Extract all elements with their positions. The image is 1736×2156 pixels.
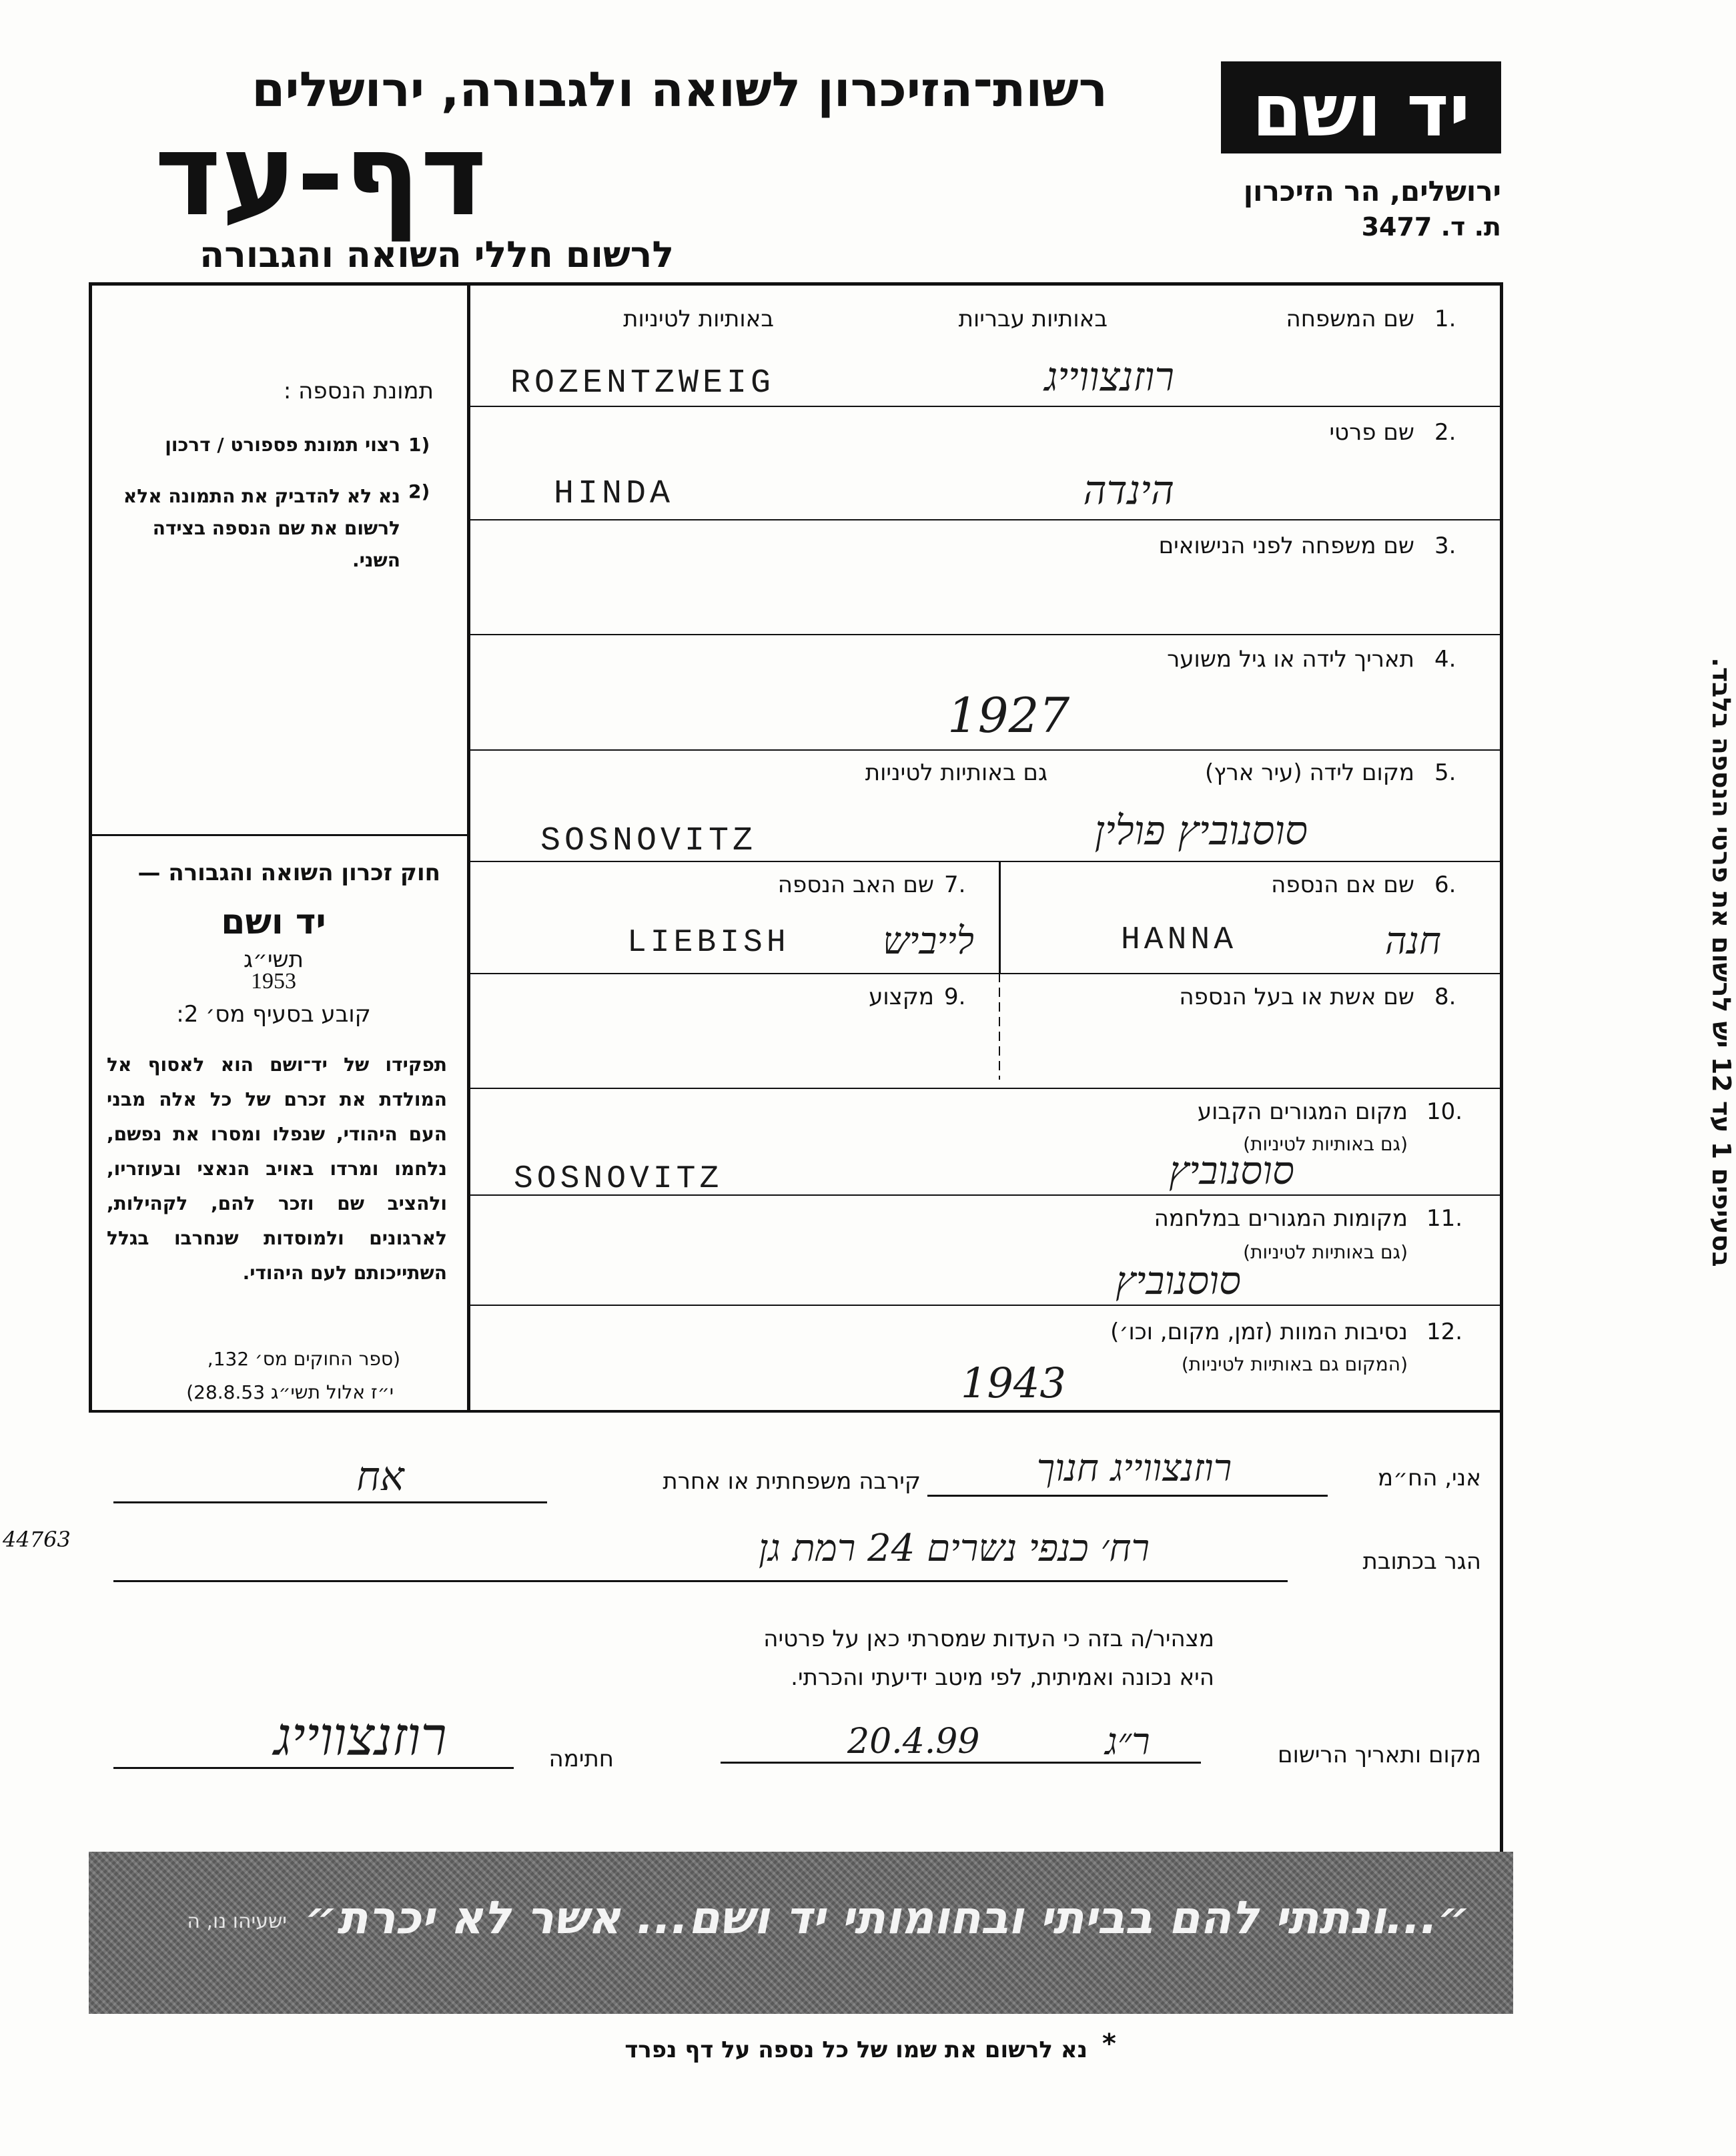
- field-4-value[interactable]: 1927: [947, 687, 1070, 743]
- field-6-number: 6.: [1434, 871, 1456, 898]
- side-note: בסעיפים 1 עד 12 יש לרשום את פרטי הנספה בלבד.: [1707, 657, 1736, 1267]
- field-3-label: שם משפחה לפני הנישואים: [1158, 532, 1414, 559]
- field-1-number: 1.: [1434, 306, 1456, 332]
- law-year-hebrew: תשי״ג: [244, 946, 304, 973]
- field-12-number: 12.: [1426, 1319, 1463, 1345]
- address-text: ירושלים, הר הזיכרון: [1243, 175, 1501, 208]
- field-10-label: מקום המגורים הקבוע: [1197, 1098, 1408, 1125]
- field-12-label: נסיבות המוות (זמן, מקום, וכו׳): [1110, 1319, 1408, 1345]
- banner-quote: ״...ונתתי להם בביתי ובחומותי יד ושם... אשר לא יכרת״: [304, 1892, 1470, 1944]
- institution-title: רשות־הזיכרון לשואה ולגבורה, ירושלים: [252, 61, 1108, 117]
- field-8-label: שם אשת או בעל הנספה: [1179, 984, 1414, 1010]
- footer-asterisk: *: [1102, 2029, 1116, 2059]
- row-line-2: [470, 519, 1500, 520]
- row-line-3: [470, 634, 1500, 635]
- law-reference-1: (ספר החוקים מס׳ 132,: [207, 1348, 400, 1370]
- row-line-6: [470, 973, 1500, 974]
- po-box: ת. ד. 3477: [1361, 212, 1501, 242]
- photo-note-2: נא לא להדביק את התמונה אלא לרשום את שם הנספה בצידה השני.: [123, 485, 400, 571]
- field-5-label: מקום לידה (עיר ארץ): [1204, 759, 1414, 786]
- field-7-number: 7.: [944, 871, 966, 898]
- declarant-label: אני, הח״מ: [1378, 1465, 1481, 1491]
- field-11-label: מקומות המגורים במלחמה: [1154, 1205, 1408, 1232]
- law-reference-2: י״ז אלול תשי״ג 28.8.53): [186, 1381, 394, 1403]
- place-date-label: מקום ותאריך הרישום: [1278, 1742, 1481, 1768]
- field-9-number: 9.: [944, 984, 966, 1010]
- field-1-hebrew-value[interactable]: רוזנצווייג: [1044, 354, 1174, 400]
- field-5-latin-note: גם באותיות לטיניות: [865, 759, 1047, 786]
- declarant-line: [927, 1495, 1328, 1497]
- frame-left: [89, 282, 92, 1410]
- statement-line-2: היא נכונה ואמיתית, לפי מיטב ידיעתי והכרתי.: [791, 1664, 1214, 1691]
- row-line-9: [470, 1305, 1500, 1306]
- field-3-number: 3.: [1434, 532, 1456, 559]
- field-2-label: שם פרטי: [1329, 419, 1414, 446]
- form-title: דף-עד: [154, 109, 487, 242]
- address-value[interactable]: רח׳ כנפי נשרים 24 רמת גן: [758, 1527, 1150, 1570]
- frame-top: [89, 282, 1503, 286]
- field-1-label: שם המשפחה: [1286, 306, 1414, 332]
- field-5-number: 5.: [1434, 759, 1456, 786]
- relation-line: [113, 1501, 547, 1503]
- relation-value[interactable]: אח: [356, 1453, 404, 1500]
- field-6-latin-value[interactable]: HANNA: [1121, 922, 1238, 958]
- address-line: [113, 1580, 1288, 1582]
- frame-divider: [467, 282, 470, 1410]
- field-1-latin-value[interactable]: ROZENTZWEIG: [510, 364, 775, 402]
- margin-number: 44763: [3, 1527, 71, 1552]
- photo-note-1-number: 1): [408, 434, 430, 456]
- row-line-4: [470, 749, 1500, 751]
- photo-note-1: רצוי תמונת פספורט / דרכון: [165, 434, 400, 456]
- signature[interactable]: רוזנצווייג: [274, 1706, 447, 1768]
- field-7-label: שם האב הנספה: [777, 871, 934, 898]
- hebrew-letters-header: באותיות עבריות: [958, 306, 1108, 332]
- registration-date[interactable]: 20.4.99: [847, 1722, 980, 1762]
- law-name: יד ושם: [221, 902, 326, 942]
- photo-title: תמונת הנספה :: [283, 378, 434, 404]
- relation-label: קירבה משפחתית או אחרת: [663, 1468, 921, 1495]
- field-6-hebrew-value[interactable]: חנה: [1384, 920, 1441, 963]
- field-9-label: מקצוע: [869, 984, 934, 1010]
- latin-letters-header: באותיות לטיניות: [623, 306, 774, 332]
- declarant-name[interactable]: רוזנצווייג חנוך: [1036, 1447, 1232, 1490]
- field-2-latin-value[interactable]: HINDA: [554, 475, 675, 513]
- left-panel-divider: [92, 834, 467, 836]
- law-clause: קובע בסעיף מס׳ 2:: [176, 1001, 371, 1028]
- row-line-1: [470, 406, 1500, 407]
- frame-bottom: [89, 1410, 1503, 1413]
- registration-place[interactable]: ר״ג: [1105, 1720, 1150, 1764]
- law-text: תפקידו של יד־ושם הוא לאסוף אל המולדת את זכרם של כל אלה מבני העם היהודי, שנפלו ומסרו את נפשם, נלחמו ומרדו באויב הנאצי ובעוזריו, ולהציב שם וזכר להם, לקהילות, לארגונים ולמוסדות שנחרבו בגלל השתייכותם לעם היהודי.: [107, 1054, 447, 1284]
- law-title: חוק זכרון השואה והגבורה —: [137, 859, 440, 886]
- field-5-latin-value[interactable]: SOSNOVITZ: [540, 822, 757, 860]
- photo-note-2-number: 2): [408, 480, 430, 502]
- address-label: הגר בכתובת: [1362, 1548, 1481, 1575]
- field-12-note: (המקום גם באותיות לטיניות): [1181, 1353, 1408, 1375]
- banner-source: ישעיהו נו, ה: [187, 1910, 287, 1933]
- col-split-6-7: [999, 861, 1001, 973]
- field-2-hebrew-value[interactable]: הינדה: [1083, 467, 1174, 514]
- field-7-hebrew-value[interactable]: לייביש: [883, 920, 974, 963]
- row-line-7: [470, 1088, 1500, 1089]
- field-4-label: תאריך לידה או גיל משוער: [1167, 646, 1414, 673]
- col-split-8-9: [999, 973, 1000, 1080]
- field-10-hebrew-value[interactable]: סוסנוביץ: [1169, 1148, 1294, 1193]
- field-11-hebrew-value[interactable]: סוסנוביץ: [1116, 1258, 1241, 1303]
- field-10-number: 10.: [1426, 1098, 1463, 1125]
- frame-right: [1500, 282, 1503, 1857]
- field-2-number: 2.: [1434, 419, 1456, 446]
- field-4-number: 4.: [1434, 646, 1456, 673]
- field-12-value[interactable]: 1943: [961, 1359, 1066, 1407]
- signature-label: חתימה: [548, 1746, 614, 1772]
- field-7-latin-value[interactable]: LIEBISH: [627, 925, 790, 961]
- field-10-latin-value[interactable]: SOSNOVITZ: [514, 1161, 723, 1197]
- field-11-number: 11.: [1426, 1205, 1463, 1232]
- row-line-5: [470, 861, 1500, 862]
- footer-note: נא לרשום את שמו של כל נספה על דף נפרד: [624, 2037, 1088, 2063]
- yad-vashem-logo: יד ושם: [1221, 61, 1501, 153]
- field-5-hebrew-value[interactable]: סוסנוביץ פולין: [1094, 807, 1308, 854]
- law-year: 1953: [251, 969, 296, 994]
- statement-line-1: מצהיר/ה בזה כי העדות שמסרתי כאן על פרטיה: [763, 1626, 1214, 1652]
- field-10-note: (גם באותיות לטיניות): [1243, 1133, 1408, 1155]
- field-11-note: (גם באותיות לטיניות): [1243, 1241, 1408, 1263]
- field-6-label: שם אם הנספה: [1271, 871, 1414, 898]
- form-subtitle: לרשום חללי השואה והגבורה: [199, 234, 674, 276]
- field-8-number: 8.: [1434, 984, 1456, 1010]
